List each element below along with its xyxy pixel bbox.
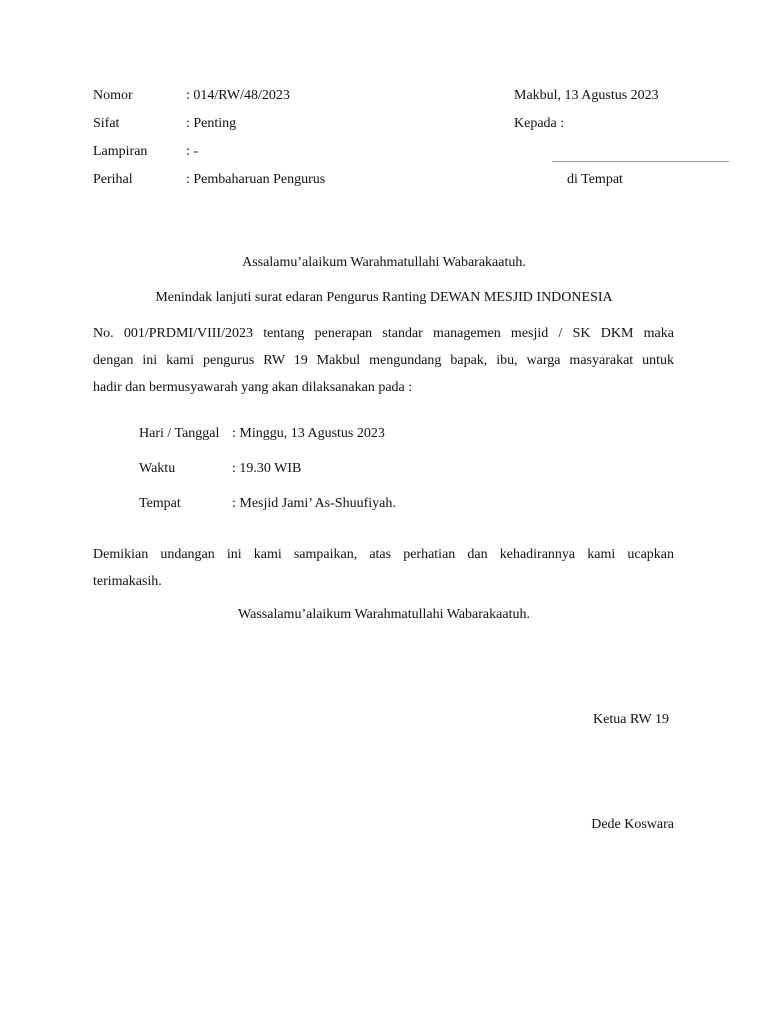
lampiran-label: Lampiran xyxy=(93,144,148,159)
greeting: Assalamu’alaikum Warahmatullahi Wabarakaatuh. xyxy=(242,255,526,270)
nomor-value: : 014/RW/48/2023 xyxy=(186,88,290,103)
closing-line: terimakasih. xyxy=(93,574,162,589)
tempat-label: Tempat xyxy=(139,496,181,511)
intro-line: Menindak lanjuti surat edaran Pengurus Ranting DEWAN MESJID INDONESIA xyxy=(155,290,613,305)
paragraph-line: dengan ini kami pengurus RW 19 Makbul mengundang bapak, ibu, warga masyarakat untuk xyxy=(93,353,674,368)
main-paragraph xyxy=(93,320,674,401)
closing-line: Demikian undangan ini kami sampaikan, atas perhatian dan kehadirannya kami ucapkan xyxy=(93,547,674,562)
di-tempat: di Tempat xyxy=(567,172,623,187)
lampiran-value: : - xyxy=(186,144,199,159)
perihal-value: : Pembaharuan Pengurus xyxy=(186,172,326,187)
signature-name: Dede Koswara xyxy=(591,817,674,832)
sifat-value: : Penting xyxy=(186,116,237,131)
hari-label: Hari / Tanggal xyxy=(139,426,220,441)
perihal-label: Perihal xyxy=(93,172,133,187)
kepada-label: Kepada : xyxy=(514,116,565,131)
nomor-label: Nomor xyxy=(93,88,133,103)
paragraph-line: hadir dan bermusyawarah yang akan dilaksanakan pada : xyxy=(93,380,413,395)
paragraph-line: No. 001/PRDMI/VIII/2023 tentang penerapan standar managemen mesjid / SK DKM maka xyxy=(93,326,674,341)
closing-paragraph xyxy=(93,541,674,595)
place-date: Makbul, 13 Agustus 2023 xyxy=(514,88,659,103)
farewell: Wassalamu’alaikum Warahmatullahi Wabarakaatuh. xyxy=(238,607,530,622)
sifat-label: Sifat xyxy=(93,116,120,131)
hari-value: : Minggu, 13 Agustus 2023 xyxy=(232,426,385,441)
signature-position: Ketua RW 19 xyxy=(593,712,669,727)
waktu-value: : 19.30 WIB xyxy=(232,461,302,476)
waktu-label: Waktu xyxy=(139,461,176,476)
tempat-value: : Mesjid Jami’ As-Shuufiyah. xyxy=(232,496,396,511)
recipient-line xyxy=(552,161,729,162)
